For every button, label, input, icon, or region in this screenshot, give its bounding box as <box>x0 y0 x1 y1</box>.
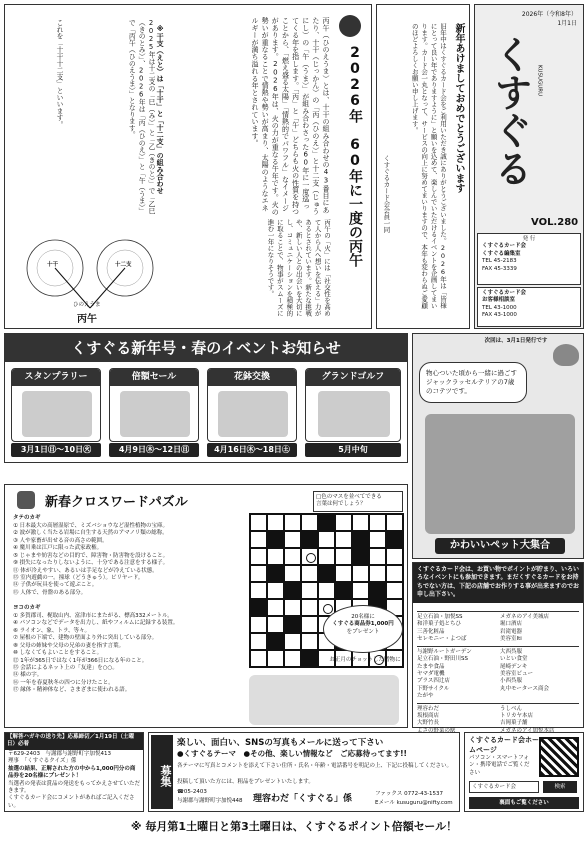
crossword-cell[interactable] <box>301 582 318 599</box>
publisher-fax: FAX 45-3339 <box>482 265 517 272</box>
across-clue: ⑩ しなくてもよいことをすること。 <box>13 650 103 657</box>
down-clue: ⑨ 損失になったりしないように、十分である注意をする様子。 <box>13 560 169 567</box>
greeting-sign: くすぐるカード会会員一同 <box>382 155 391 233</box>
across-clue: ⑯ 一年を春夏秋冬の四つに分けたこと。 <box>13 679 114 686</box>
member-shop: 和洋菓子処とちひ <box>417 621 462 628</box>
crossword-cell[interactable] <box>352 531 369 548</box>
crossword-cell[interactable] <box>267 531 284 548</box>
sub-body: 2025年は十二支の「巳（み）」と「乙（きのと）」で「乙巳（きのとみ）」、2026年は「丙（ひのえ）」と「午（うま）」で「丙午（ひのえうま）」となります。 <box>127 19 155 215</box>
stamp-rally-illustration-icon <box>22 391 92 437</box>
event-flower-exchange <box>207 368 297 454</box>
publisher-label: 発 行 <box>522 236 536 242</box>
member-shop: 美容室Iti <box>500 636 522 643</box>
crossword-cell[interactable] <box>386 548 403 565</box>
children-illustration-icon <box>249 675 399 725</box>
across-clue: ⑰ 縁体・精神体など、さまざまに使われる語。 <box>13 687 131 694</box>
member-title: くすぐるカード会は、お買い物でポイントが貯まり、いろいろなイベントにも参加できます。まだくすぐるカードをお持ちでない方は、下記の店舗でお作りする事が出来ますのでお申し出下さい。 <box>413 563 583 603</box>
event-name: スタンプラリー <box>12 369 100 386</box>
across-clue: ⑬ 会話によるネット上の「友達」を○○。 <box>13 664 118 671</box>
publisher-tel: TEL 45-2183 <box>482 258 517 265</box>
member-shop: ヤマダ電機 <box>417 670 445 677</box>
chart-label-left: 十干 <box>47 262 59 268</box>
entry-note-3: くすぐるカード会にコメントがあればご記入ください。 <box>8 795 135 809</box>
crossword-cell[interactable] <box>250 565 267 582</box>
sns-tel: ☎05-2403 <box>177 789 207 795</box>
crossword-cell[interactable] <box>318 582 335 599</box>
event-double-sale <box>109 368 199 454</box>
events-section <box>4 333 408 463</box>
crossword-cell[interactable] <box>301 650 318 667</box>
prize-line-1: 20名様に <box>351 614 375 620</box>
entry-header: 【解答ハガキの送り先】応募締切／1月19日（土曜日）必着 <box>5 733 143 750</box>
pet-title: かわいいペット大集合 <box>435 538 565 554</box>
issue-date: 2026年（令和8年） <box>521 11 577 18</box>
across-clue: ⑥ ライオン、象、トラ、等々。 <box>13 627 90 634</box>
crossword-cell[interactable] <box>301 565 318 582</box>
crossword-cell[interactable] <box>352 565 369 582</box>
crossword-cell[interactable] <box>318 548 335 565</box>
crossword-cell[interactable] <box>369 548 386 565</box>
crossword-cell[interactable] <box>284 633 301 650</box>
chart-label-right: 十二支 <box>115 262 132 268</box>
event-name: グランドゴルフ <box>306 369 400 386</box>
crossword-cell[interactable] <box>250 650 267 667</box>
member-shop: 足立石油・加悦SS <box>417 614 463 620</box>
crossword-cell[interactable] <box>284 599 301 616</box>
crossword-cell[interactable] <box>267 616 284 633</box>
frog-icon <box>553 344 579 366</box>
entry-box <box>4 732 144 812</box>
publisher-2: くすぐる編集室 <box>482 250 521 257</box>
crossword-cell[interactable] <box>267 565 284 582</box>
crossword-cell[interactable] <box>284 582 301 599</box>
prize-bubble <box>323 605 403 653</box>
logo: くすぐる <box>488 35 532 187</box>
crossword-cell[interactable] <box>267 633 284 650</box>
present-tag: お正月のチョットした贈物に <box>329 657 401 663</box>
crossword-cell[interactable] <box>301 599 318 616</box>
search-box[interactable]: くすぐるカード会 <box>469 781 539 793</box>
event-name: 花鉢交換 <box>208 369 296 386</box>
sns-badge: 募集 <box>151 735 173 809</box>
sns-email: Eメール kusuguru@nifty.com <box>375 800 453 806</box>
crossword-cell[interactable] <box>267 514 284 531</box>
entry-address: 〒629-2403 与謝郡与謝野町字加悦413 <box>8 750 111 757</box>
crossword-cell[interactable] <box>250 633 267 650</box>
crossword-cell[interactable] <box>250 616 267 633</box>
member-shop: 与謝野ルートガーデン <box>417 648 472 655</box>
crossword-cell[interactable] <box>284 650 301 667</box>
event-date: 4月16日㊍～18日㊏ <box>207 443 297 457</box>
member-shop: たがや <box>417 693 434 700</box>
member-shop: 三善化粧品 <box>417 628 445 635</box>
sns-address: 与謝郡与謝野町字加悦448 <box>177 798 243 804</box>
crossword-cell[interactable] <box>386 582 403 599</box>
member-shop: 大野竹長 <box>417 720 440 727</box>
crossword-cell[interactable] <box>301 514 318 531</box>
crossword-cell[interactable] <box>386 531 403 548</box>
office-tel: TEL 43-1000 <box>482 304 517 311</box>
crossword-cell[interactable] <box>250 582 267 599</box>
article-body-2: 丙午の「火」には「社交性を高めて人から人へ想いを伝える」力があるとされています。新たな挑戦や、新しい人との出会いを大切にし、コミュニケーションを積極的に取ることで、物事がスムーズに進む一年になりそうです。 <box>266 219 331 317</box>
logo-roman: KUSUGURU <box>536 65 543 97</box>
event-stamp-rally <box>11 368 101 454</box>
greeting-title: 新年あけましておめでとうございます <box>453 23 464 193</box>
zodiac-chart <box>15 230 165 325</box>
entry-note-1: 抽選の結果、正解された方の中から1,000円分の商品券を20名様にプレゼント！ <box>8 765 136 780</box>
prize-line-3: をプレゼント <box>346 628 380 635</box>
member-shop: いとい食堂 <box>500 656 528 663</box>
member-shop: 尾崎デンキ <box>500 663 528 670</box>
member-shop: 下野サイクル <box>417 685 450 692</box>
member-shop: セレモニー・よつば <box>417 636 467 643</box>
across-clue: ⑫ 1年が365日ではなく1年が366日になる年のこと。 <box>13 657 148 664</box>
sub-title: ※干支（えと）は「十干」と「十二支」の組み合わせ <box>156 25 165 194</box>
member-shop: 美容室ビュー <box>500 670 534 677</box>
office-title-1: くすぐるカード会 <box>482 290 527 296</box>
office-title-2: お客様相談室 <box>482 297 516 304</box>
sns-section <box>148 732 460 812</box>
next-issue-note: 次回は、3月1日発行です <box>484 338 548 344</box>
member-shop: メガネのアイ美城店 <box>500 614 550 620</box>
ornament-icon <box>17 491 35 509</box>
down-clues <box>13 523 243 597</box>
sns-title: 楽しい、面白い、SNSの写真もメールに送って下さい <box>177 738 384 748</box>
sub-body-2: これを「十干十二支」といいます。 <box>55 19 63 128</box>
crossword-cell[interactable] <box>301 616 318 633</box>
entry-to: 理事 「くすぐるクイズ」係 <box>8 758 77 765</box>
across-clue: ④ パソコンなどでデータを出力し、紙やフィルムに記録する装置。 <box>13 620 179 627</box>
crossword-cell[interactable] <box>267 548 284 565</box>
sns-to: 理容わだ「くすぐる」係 <box>253 794 353 804</box>
homepage-section <box>464 732 584 812</box>
member-shop: うしべん <box>500 705 523 712</box>
crossword-cell[interactable] <box>352 582 369 599</box>
down-clue: ⑪ 体が冷えやすい、あるいは手足などが冷えている状態。 <box>13 567 158 574</box>
member-shop: トリカヤ本店 <box>500 713 533 720</box>
pet-section <box>412 333 584 559</box>
volume-number: VOL.280 <box>531 217 579 228</box>
down-clue: ⑭ 子供が玩具を使って遊ぶこと。 <box>13 582 98 589</box>
across-clue: ⑦ 屋根の下端で、建物の壁面より外に突出している部分。 <box>13 635 158 642</box>
member-shop-group <box>417 611 579 646</box>
member-section <box>412 562 584 734</box>
search-button[interactable]: 検索 <box>543 781 577 793</box>
member-shop: 丸中モータース商会 <box>500 685 550 692</box>
crossword-cell[interactable] <box>250 531 267 548</box>
sns-line-2: 各テーマに写真とコメントを添えて下さい住所・氏名・年齢・電話番号を明記の上、下記に投稿してください。 <box>177 763 453 769</box>
crossword-cell[interactable] <box>284 548 301 565</box>
down-clue: ① 日本最大の高層湿原で、ミズバショウなど湿性植物の宝庫。 <box>13 523 168 529</box>
crossword-cell[interactable] <box>352 548 369 565</box>
event-date: 5月中旬 <box>305 443 401 457</box>
crossword-cell[interactable] <box>284 531 301 548</box>
crossword-cell[interactable] <box>250 599 267 616</box>
member-shop: 小西呉服 <box>500 678 523 685</box>
member-shop: 堀口酒店 <box>500 621 523 628</box>
crossword-cell[interactable] <box>369 531 386 548</box>
event-name: 倍額セール <box>110 369 198 386</box>
crossword-cell[interactable] <box>335 565 352 582</box>
member-shop: 岩滝電器 <box>500 628 523 635</box>
greeting-section <box>376 4 470 329</box>
entry-note-2: 当選者の発表は賞品の発送をもってかえさせていただきます。 <box>8 780 141 794</box>
down-clue: ⑮ 人体で、骨盤のある部分。 <box>13 589 87 596</box>
member-shop: 足立石油・野田川SS <box>417 656 468 663</box>
chart-up-icon <box>120 391 190 437</box>
event-date: 3月1日㊐～10日㊋ <box>11 443 101 457</box>
crossword-cell[interactable] <box>335 514 352 531</box>
golf-icon <box>318 391 390 437</box>
publisher-box <box>477 233 581 285</box>
events-banner: くすぐる新年号・春のイベントお知らせ <box>5 334 407 362</box>
crossword-cell[interactable] <box>284 514 301 531</box>
crossword-cell[interactable] <box>301 548 318 565</box>
crossword-cell[interactable] <box>301 531 318 548</box>
sns-fax: ファックス 0772-43-1537 <box>375 791 444 797</box>
down-clue: ④ 魔川乗は江戸に限った武家政権。 <box>13 545 103 552</box>
article-section <box>4 4 372 329</box>
across-title: ヨコのカギ <box>13 605 41 611</box>
crossword-cell[interactable] <box>284 616 301 633</box>
qr-code-icon[interactable] <box>539 737 579 777</box>
crossword-cell[interactable] <box>335 531 352 548</box>
flower-icon <box>339 15 361 37</box>
crossword-cell[interactable] <box>267 582 284 599</box>
answer-prompt <box>313 491 403 512</box>
member-shop: メガネのアイ加悦本店 <box>500 727 555 734</box>
down-clue: ⑤ じゃまや妨害などの目的で、障害物・防害物を設けること。 <box>13 552 169 559</box>
member-shop: 理容わだ <box>417 705 440 712</box>
crossword-cell[interactable] <box>386 565 403 582</box>
member-shop: よさの野菜の駅 <box>417 727 456 734</box>
crossword-cell[interactable] <box>318 531 335 548</box>
across-clue: ⑭ 様の字。 <box>13 672 43 679</box>
member-shop-group <box>417 646 579 703</box>
event-date: 4月9日㊍～12日㊐ <box>109 443 199 457</box>
office-box <box>477 287 581 327</box>
crossword-cell[interactable] <box>267 599 284 616</box>
issue-date-2: 1月1日 <box>557 20 577 27</box>
crossword-cell[interactable] <box>352 514 369 531</box>
crossword-cell[interactable] <box>369 565 386 582</box>
back-note: 裏面もご覧ください <box>469 797 579 809</box>
across-clue: ① 多賀郡司、梶取山内、富津市にまたがる、標高332メートル。 <box>13 613 173 619</box>
crossword-cell[interactable] <box>267 650 284 667</box>
chart-caption: 丙午 <box>77 314 97 325</box>
answer-prompt-1: □色のマスを並べてできる <box>316 494 382 500</box>
member-shop: 吉岡菓子舗 <box>500 720 528 727</box>
homepage-devices: パソコン・スマートフォン・携帯電話でご覧ください <box>469 755 530 776</box>
sns-line-1: ●くすぐるテーマ ●その他、楽しい情報など ご応募待ってます!! <box>177 749 407 758</box>
footer-banner: ※ 毎月第1土曜日と第3土曜日は、くすぐるポイント倍額セール！ <box>130 820 458 833</box>
crossword-section <box>4 484 408 728</box>
down-clue: ⑬ 室内遊戯の一。撞球（どうきゅう）。ビリヤード。 <box>13 574 144 581</box>
greeting-body: 旧年中はくすぐるカード会をご利用いただき誠にありがとうございました。2026年は「皆様にとって良い年でありますように」と願いを込めて、楽しんでいただけるイベントを企画してまいります。カード会一丸となって、サービスの向上に努めてまいりますので、本年も変わらぬご愛顧のほどよろしくお願い申し上げます。 <box>410 23 447 309</box>
down-clue: ③ 人や家畜が出せる音の高さの範囲。 <box>13 537 108 544</box>
article-body: 丙午（ひのえうま）とは、十干の組み合わせの43番目にあたり、十干（じっかん）の「丙（ひのえ）」と十二支（じゅうにし）の「午（うま）」が組み合わさった60年に一度巡ってくる年を指します。「丙」と「午」どちらも火の性質を持つことから、「燃え盛る太陽」「情熱的でパワフル」なイメージがあります。2026年は、火の力が重なる午年です。火の勢いが重なることで情熱や勢いが高まり、太陽のようなエネルギーが満ち溢れる年とされています。 <box>251 17 330 216</box>
crossword-cell[interactable] <box>369 582 386 599</box>
crossword-title: 新春クロスワードパズル <box>45 495 188 510</box>
down-clue: ② 波が激しく当たる岩場に自生する天然のアマノリ類の総称。 <box>13 530 168 537</box>
member-shop: プラス四辻店 <box>417 678 450 685</box>
office-fax: FAX 43-1000 <box>482 312 517 319</box>
masthead <box>474 4 584 329</box>
crossword-cell[interactable] <box>250 548 267 565</box>
crossword-cell[interactable] <box>250 514 267 531</box>
across-clue: ⑧ 父母の姉妹や父母の兄弟の妻を指す言葉。 <box>13 642 125 649</box>
homepage-title: くすぐるカード会ホームページ <box>469 736 539 754</box>
member-shop: 坂根商店 <box>417 713 440 720</box>
chart-caption-small: ひのえうま <box>73 302 101 308</box>
publisher-1: くすぐるカード会 <box>482 243 527 250</box>
crossword-cell[interactable] <box>318 565 335 582</box>
crossword-cell[interactable] <box>369 514 386 531</box>
member-shop: 大西呉服 <box>500 648 523 655</box>
sns-line-3: 投稿して頂いた方には、粗品をプレゼントいたします。 <box>177 779 314 785</box>
crossword-cell[interactable] <box>335 548 352 565</box>
event-ground-golf <box>305 368 401 454</box>
crossword-cell[interactable] <box>301 633 318 650</box>
crossword-cell[interactable] <box>386 514 403 531</box>
crossword-cell[interactable] <box>335 582 352 599</box>
pet-speech: 物心ついた頃から一緒に過ごすジャックラッセルテリアの7歳のコテツです。 <box>419 362 527 403</box>
member-shop-list <box>417 611 579 737</box>
member-shop: たまや食品 <box>417 663 445 670</box>
down-title: タテのカギ <box>13 515 41 521</box>
pet-photo <box>425 414 575 534</box>
crossword-cell[interactable] <box>284 565 301 582</box>
across-clues <box>13 613 243 695</box>
flower-pot-icon <box>218 391 288 437</box>
article-title: 2026年 60年に一度の丙午 <box>347 45 363 267</box>
prize-line-2: くすぐる商品券1,000円 <box>332 621 394 628</box>
crossword-cell[interactable] <box>318 514 335 531</box>
answer-prompt-2: 言葉は何でしょう？ <box>316 501 366 508</box>
